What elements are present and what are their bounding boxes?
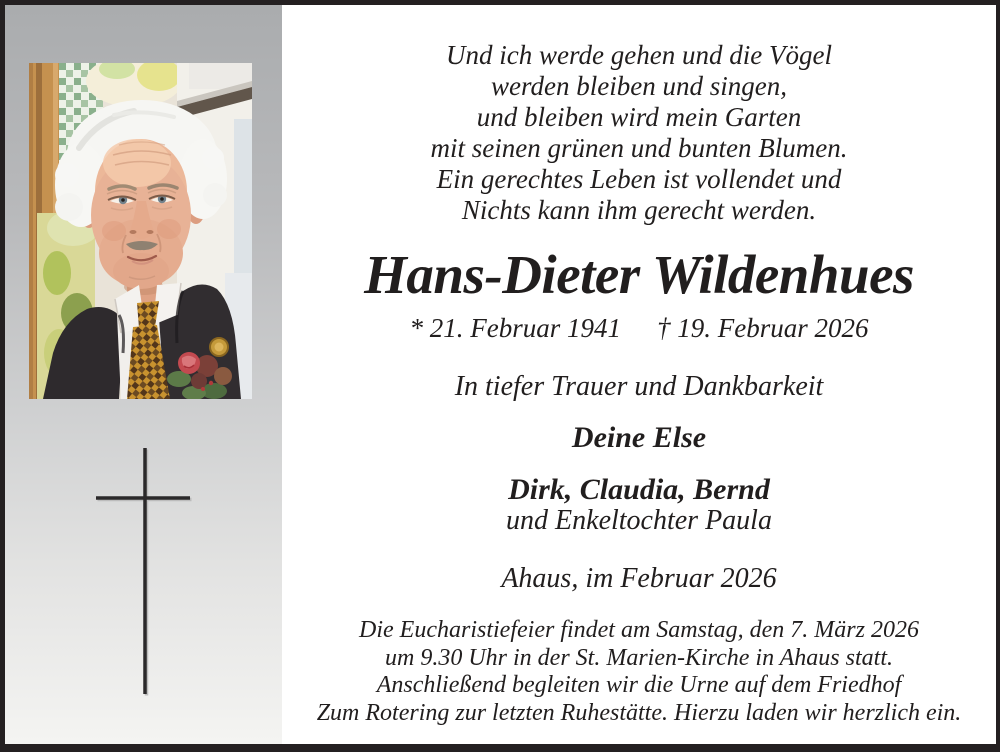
condolence-line: In tiefer Trauer und Dankbarkeit [454,371,824,402]
mourner-primary: Deine Else [571,421,707,454]
mourner-grandchild: und Enkeltochter Paula [506,505,772,536]
deceased-name: Hans-Dieter Wildenhues [364,244,914,305]
place-date-line: Ahaus, im Februar 2026 [501,563,777,594]
christian-cross-icon [90,438,200,700]
service-info-line: um 9.30 Uhr in der St. Marien-Kirche in Ahaus statt. [385,644,893,671]
portrait-photo [29,63,252,399]
poem-line: werden bleiben und singen, [491,71,787,101]
service-info-line: Zum Rotering zur letzten Ruhestätte. Hierzu laden wir herzlich ein. [316,699,962,726]
service-info-line: Anschließend begleiten wir die Urne auf dem Friedhof [376,672,902,698]
memorial-poem [431,40,848,226]
obituary-text [282,5,996,744]
photo-panel [5,5,282,744]
poem-line: Ein gerechtes Leben ist vollendet und [436,164,842,194]
poem-line: Und ich werde gehen und die Vögel [446,40,832,70]
mourners-children: Dirk, Claudia, Bernd [508,473,770,506]
poem-line: Nichts kann ihm gerecht werden. [461,195,817,225]
service-info-line: Die Eucharistiefeier findet am Samstag, den 7. März 2026 [359,617,919,643]
poem-line: mit seinen grünen und bunten Blumen. [430,133,848,163]
birth-date: * 21. Februar 1941 [409,313,621,343]
poem-line: und bleiben wird mein Garten [476,102,802,132]
death-date: † 19. Februar 2026 [657,313,869,343]
service-info [317,617,962,727]
life-dates [410,311,869,345]
face [91,139,191,289]
